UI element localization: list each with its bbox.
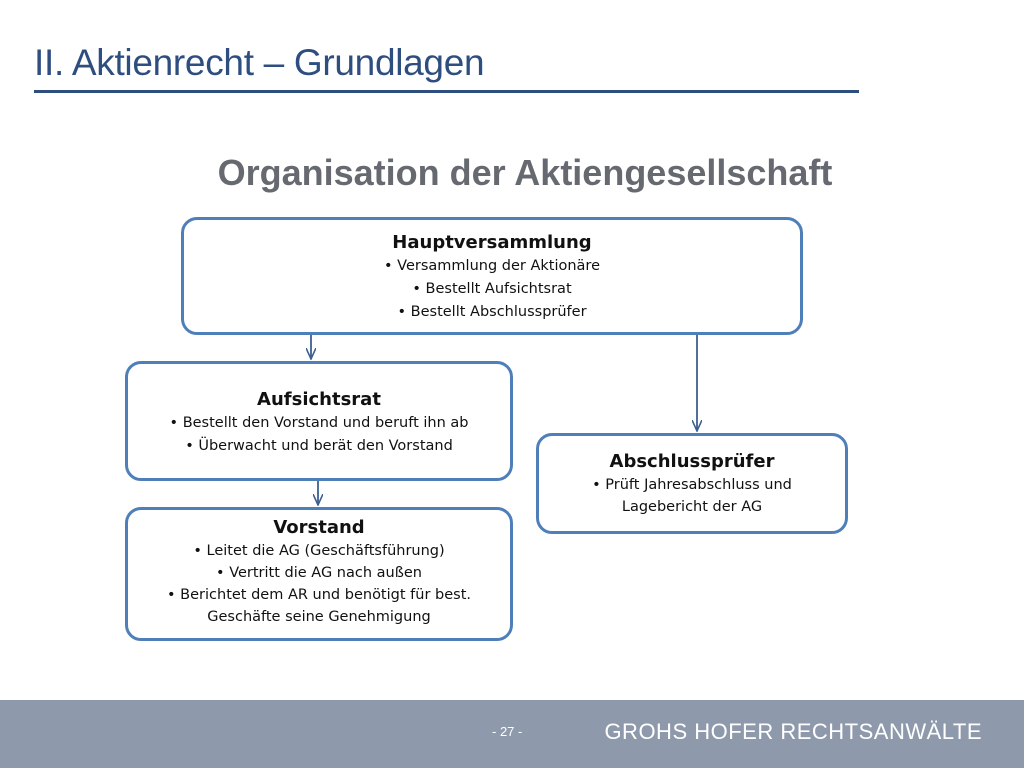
title-underline	[34, 90, 859, 93]
slide-title: II. Aktienrecht – Grundlagen	[34, 42, 485, 83]
node-bullet: • Vertritt die AG nach außen	[128, 562, 510, 584]
node-bullet: • Versammlung der Aktionäre	[184, 255, 800, 278]
node-title: Abschlussprüfer	[609, 451, 775, 472]
node-bullet: • Bestellt Abschlussprüfer	[184, 301, 800, 324]
node-bullet: • Bestellt Aufsichtsrat	[184, 278, 800, 301]
node-title: Vorstand	[273, 517, 365, 538]
node-vorstand	[125, 507, 513, 641]
node-bullet: • Überwacht und berät den Vorstand	[128, 435, 510, 458]
node-abschlusspruefer	[536, 433, 848, 534]
node-title: Hauptversammlung	[392, 232, 592, 253]
firm-logo-text: GROHS HOFER RECHTSANWÄLTE	[604, 719, 982, 744]
page-number: - 27 -	[492, 724, 523, 739]
diagram-subtitle: Organisation der Aktiengesellschaft	[217, 152, 833, 193]
footer-bar	[0, 700, 1024, 768]
node-aufsichtsrat	[125, 361, 513, 481]
node-bullet: • Leitet die AG (Geschäftsführung)	[128, 540, 510, 562]
node-title: Aufsichtsrat	[257, 389, 381, 410]
node-hauptversammlung	[181, 217, 803, 335]
node-bullet: • Berichtet dem AR und benötigt für best. Geschäfte seine Genehmigung	[128, 584, 510, 628]
node-bullet: • Prüft Jahresabschluss und Lagebericht der AG	[539, 474, 845, 518]
node-bullet: • Bestellt den Vorstand und beruft ihn ab	[128, 412, 510, 435]
